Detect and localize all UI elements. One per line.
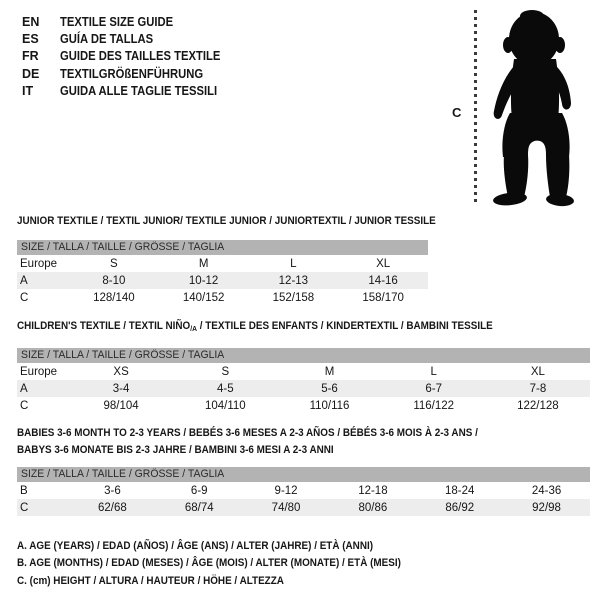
size-cell: 14-16: [368, 274, 398, 287]
size-cell: XS: [113, 365, 129, 378]
language-list: [22, 13, 238, 99]
row-label: Europe: [20, 365, 58, 378]
table-title-line2: BABYS 3-6 MONATE BIS 2-3 JAHRE / BAMBINI 3-6 MESI A 2-3 ANNI: [17, 443, 334, 456]
row-label: C: [20, 291, 29, 304]
size-cell: 3-6: [104, 484, 121, 497]
size-cell: 122/128: [517, 399, 559, 412]
title-part: CHILDREN'S TEXTILE / TEXTIL NIÑO: [17, 320, 191, 332]
language-code: DE: [22, 66, 40, 81]
size-header-bar: [17, 348, 590, 363]
footnote-list: [17, 537, 444, 590]
size-cell: 74/80: [271, 501, 301, 514]
table-title-children: [17, 320, 590, 335]
size-cell: 9-12: [274, 484, 298, 497]
size-cell: L: [290, 257, 297, 270]
language-code: FR: [22, 49, 39, 64]
footnote-height-cm: [17, 572, 444, 590]
language-code: IT: [22, 83, 34, 98]
language-label: GUÍA DE TALLAS: [60, 31, 154, 46]
size-cell: L: [430, 365, 437, 378]
table-row: [17, 397, 590, 414]
size-cell: XL: [376, 257, 391, 270]
size-cell: 6-7: [425, 382, 443, 395]
size-cell: 4-5: [216, 382, 234, 395]
size-cell: 80/86: [358, 501, 388, 514]
size-cell: 104/110: [204, 399, 246, 412]
footnote-age-years: [17, 537, 444, 555]
table-row: [17, 380, 590, 397]
table-row: [17, 255, 428, 272]
size-cell: 10-12: [188, 274, 219, 287]
table-title-text: JUNIOR TEXTILE / TEXTIL JUNIOR/ TEXTILE JUNIOR / JUNIORTEXTIL / JUNIOR TESSILE: [17, 215, 436, 227]
size-table-junior: [17, 215, 436, 306]
size-cell: 128/140: [93, 291, 135, 304]
language-label: TEXTILGRÖßENFÜHRUNG: [60, 66, 204, 81]
size-cell: 12-13: [278, 274, 309, 287]
size-cell: 116/122: [413, 399, 455, 412]
table-title-babies: [17, 425, 590, 458]
size-header-bar: [17, 467, 590, 482]
row-label: B: [20, 484, 28, 497]
footnote-text: C. (cm) HEIGHT / ALTURA / HAUTEUR / HÖHE / ALTEZZA: [17, 574, 284, 587]
language-label: TEXTILE SIZE GUIDE: [60, 14, 174, 29]
size-cell: 8-10: [102, 274, 126, 287]
table-row: [17, 499, 590, 516]
size-cell: 68/74: [184, 501, 214, 514]
language-row-it: [22, 82, 238, 99]
size-header-text: SIZE / TALLA / TAILLE / GRÖSSE / TAGLIA: [21, 468, 225, 480]
row-label: A: [20, 382, 28, 395]
language-code: EN: [22, 14, 40, 29]
size-cell: 98/104: [103, 399, 139, 412]
row-label: A: [20, 274, 28, 287]
size-cell: 140/152: [182, 291, 225, 304]
language-code: ES: [22, 31, 39, 46]
size-cell: 92/98: [532, 501, 561, 514]
language-row-en: [22, 13, 238, 30]
table-row: [17, 482, 590, 499]
size-cell: M: [198, 257, 209, 270]
size-table-babies: [17, 425, 590, 516]
row-label: C: [20, 399, 29, 412]
language-row-es: [22, 30, 238, 47]
size-cell: S: [110, 257, 118, 270]
table-row: [17, 289, 428, 306]
height-measure-label: C: [452, 105, 462, 120]
table-title-junior: [17, 215, 436, 228]
height-measure-dashed-line: [474, 10, 477, 206]
language-label: GUIDA ALLE TAGLIE TESSILI: [60, 83, 218, 98]
table-row: [17, 363, 590, 380]
size-cell: 6-9: [190, 484, 208, 497]
size-cell: 158/170: [362, 291, 404, 304]
size-header-bar: [17, 240, 428, 255]
size-header-text: SIZE / TALLA / TAILLE / GRÖSSE / TAGLIA: [21, 349, 225, 361]
table-title-line1: BABIES 3-6 MONTH TO 2-3 YEARS / BEBÉS 3-6 MESES A 2-3 AÑOS / BÉBÉS 3-6 MOIS À 2-3 ANS /: [17, 427, 478, 439]
table-row: [17, 272, 428, 289]
size-cell: 110/116: [309, 399, 350, 412]
size-table-children: [17, 320, 590, 414]
table-title-text: [17, 320, 493, 335]
baby-silhouette-icon: [484, 7, 584, 207]
size-cell: XL: [530, 365, 545, 378]
size-cell: S: [221, 365, 230, 378]
footnote-text: A. AGE (YEARS) / EDAD (AÑOS) / ÂGE (ANS) / ALTER (JAHRE) / ETÀ (ANNI): [17, 539, 374, 552]
size-cell: 152/158: [272, 291, 315, 304]
language-row-fr: [22, 48, 238, 65]
row-label: C: [20, 501, 29, 514]
size-cell: M: [324, 365, 335, 378]
size-cell: 86/92: [445, 501, 475, 514]
size-cell: 24-36: [531, 484, 562, 497]
language-row-de: [22, 65, 238, 82]
size-cell: 5-6: [321, 382, 338, 395]
footnote-age-months: [17, 555, 444, 573]
title-subscript: /A: [190, 324, 197, 333]
row-label: Europe: [20, 257, 58, 270]
title-part: / TEXTILE DES ENFANTS / KINDERTEXTIL / BAMBINI TESSILE: [196, 320, 493, 332]
language-label: GUIDE DES TAILLES TEXTILE: [60, 49, 221, 64]
size-cell: 18-24: [445, 484, 475, 497]
size-cell: 62/68: [98, 501, 127, 514]
size-cell: 12-18: [358, 484, 388, 497]
size-cell: 7-8: [529, 382, 547, 395]
footnote-text: B. AGE (MONTHS) / EDAD (MESES) / ÂGE (MOIS) / ALTER (MONATE) / ETÀ (MESI): [17, 557, 401, 570]
size-cell: 3-4: [112, 382, 130, 395]
size-header-text: SIZE / TALLA / TAILLE / GRÖSSE / TAGLIA: [21, 241, 225, 253]
